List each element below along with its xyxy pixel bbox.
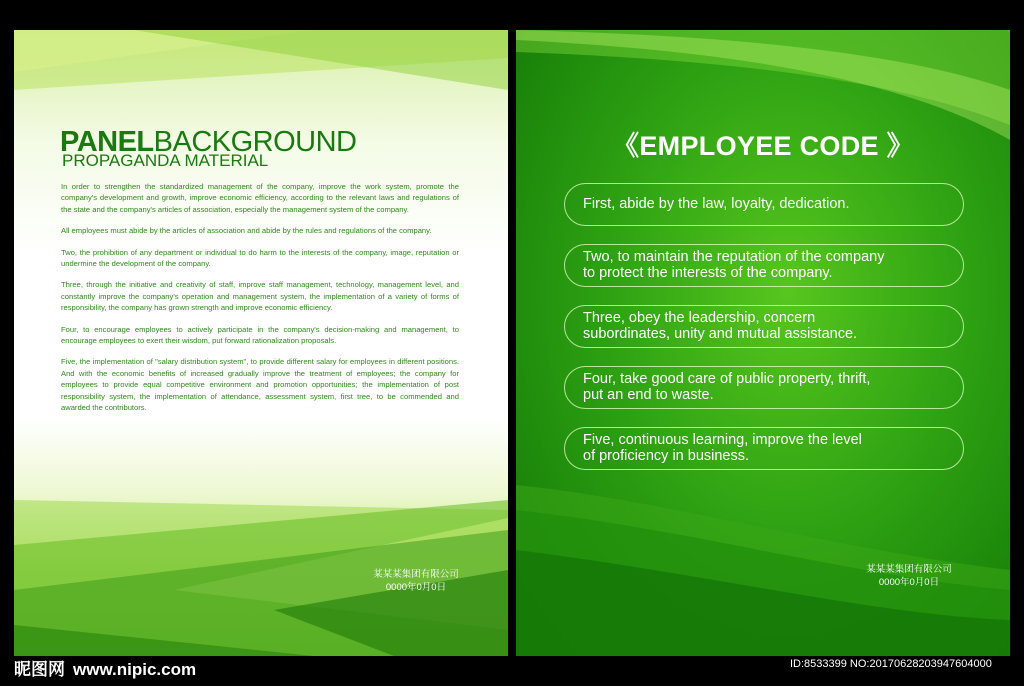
logo-text: 昵图网 — [14, 660, 65, 679]
rule-text: Two, to maintain the reputation of the company to protect the interests of the company. — [583, 249, 885, 281]
panel-subtitle: PROPAGANDA MATERIAL — [62, 151, 269, 170]
rule-text: Three, obey the leadership, concern subordinates, unity and mutual assistance. — [583, 310, 858, 342]
site-url: www.nipic.com — [73, 660, 197, 679]
company-name: 某某某集团有限公司 — [866, 564, 952, 575]
company-block — [366, 568, 466, 594]
rule-box — [564, 305, 964, 348]
paragraph: Two, the prohibition of any department or individual to do harm to the interests of the company, image, reputation or undermine the development of the company. — [61, 247, 459, 269]
rule-box — [564, 183, 964, 226]
paragraph: Three, through the initiative and creativity of staff, improve staff management, technology, management level, and constantly improve the company's operation and management system, the implementation of a variety of forms of responsibility, the company has grown strength and improve economic efficiency. — [61, 280, 459, 313]
left-panel — [14, 30, 508, 656]
rule-box — [564, 427, 964, 470]
code-title: 《EMPLOYEE CODE 》 — [612, 131, 914, 161]
rule-box — [564, 244, 964, 287]
paragraph: All employees must abide by the articles of association and abide by the rules and regulations of the company. — [61, 226, 432, 236]
rule-text: Five, continuous learning, improve the level of proficiency in business. — [583, 432, 862, 464]
paragraph: In order to strengthen the standardized management of the company, improve the work system, promote the company's development and growth, improve economic efficiency, according to the relevant laws and regulations of the state and the company's articles of association, especially the management system of the company. — [61, 182, 459, 214]
watermark-id: ID:8533399 NO:20170628203947604000 — [790, 658, 992, 670]
paragraph: Four, to encourage employees to actively participate in the company's decision-making and management, to encourage employees to exert their wisdom, put forward rationalization proposals. — [61, 324, 459, 346]
company-block — [849, 563, 969, 589]
rule-text: First, abide by the law, loyalty, dedication. — [583, 195, 850, 212]
right-panel — [516, 30, 1010, 656]
date-text: 0000年0月0日 — [878, 577, 940, 588]
date-text: 0000年0月0日 — [385, 582, 447, 593]
watermark-logo — [14, 655, 196, 680]
rule-text: Four, take good care of public property, thrift, put an end to waste. — [583, 371, 871, 403]
rule-box — [564, 366, 964, 409]
company-name: 某某某集团有限公司 — [373, 569, 459, 580]
body-text — [61, 181, 459, 424]
paragraph: Five, the implementation of "salary distribution system", to provide different salary for employees in different positions. And with the economic benefits of increased gradually improve the treatment of employees; the company for employees to provide equal competitive environment and promotion opportunities; the implementation of post responsibility system, the implementation of attendance, assessment system, first tree, to be commended and awarded the contributors. — [61, 357, 459, 413]
panel-title: PANELBACKGROUND — [60, 126, 357, 158]
